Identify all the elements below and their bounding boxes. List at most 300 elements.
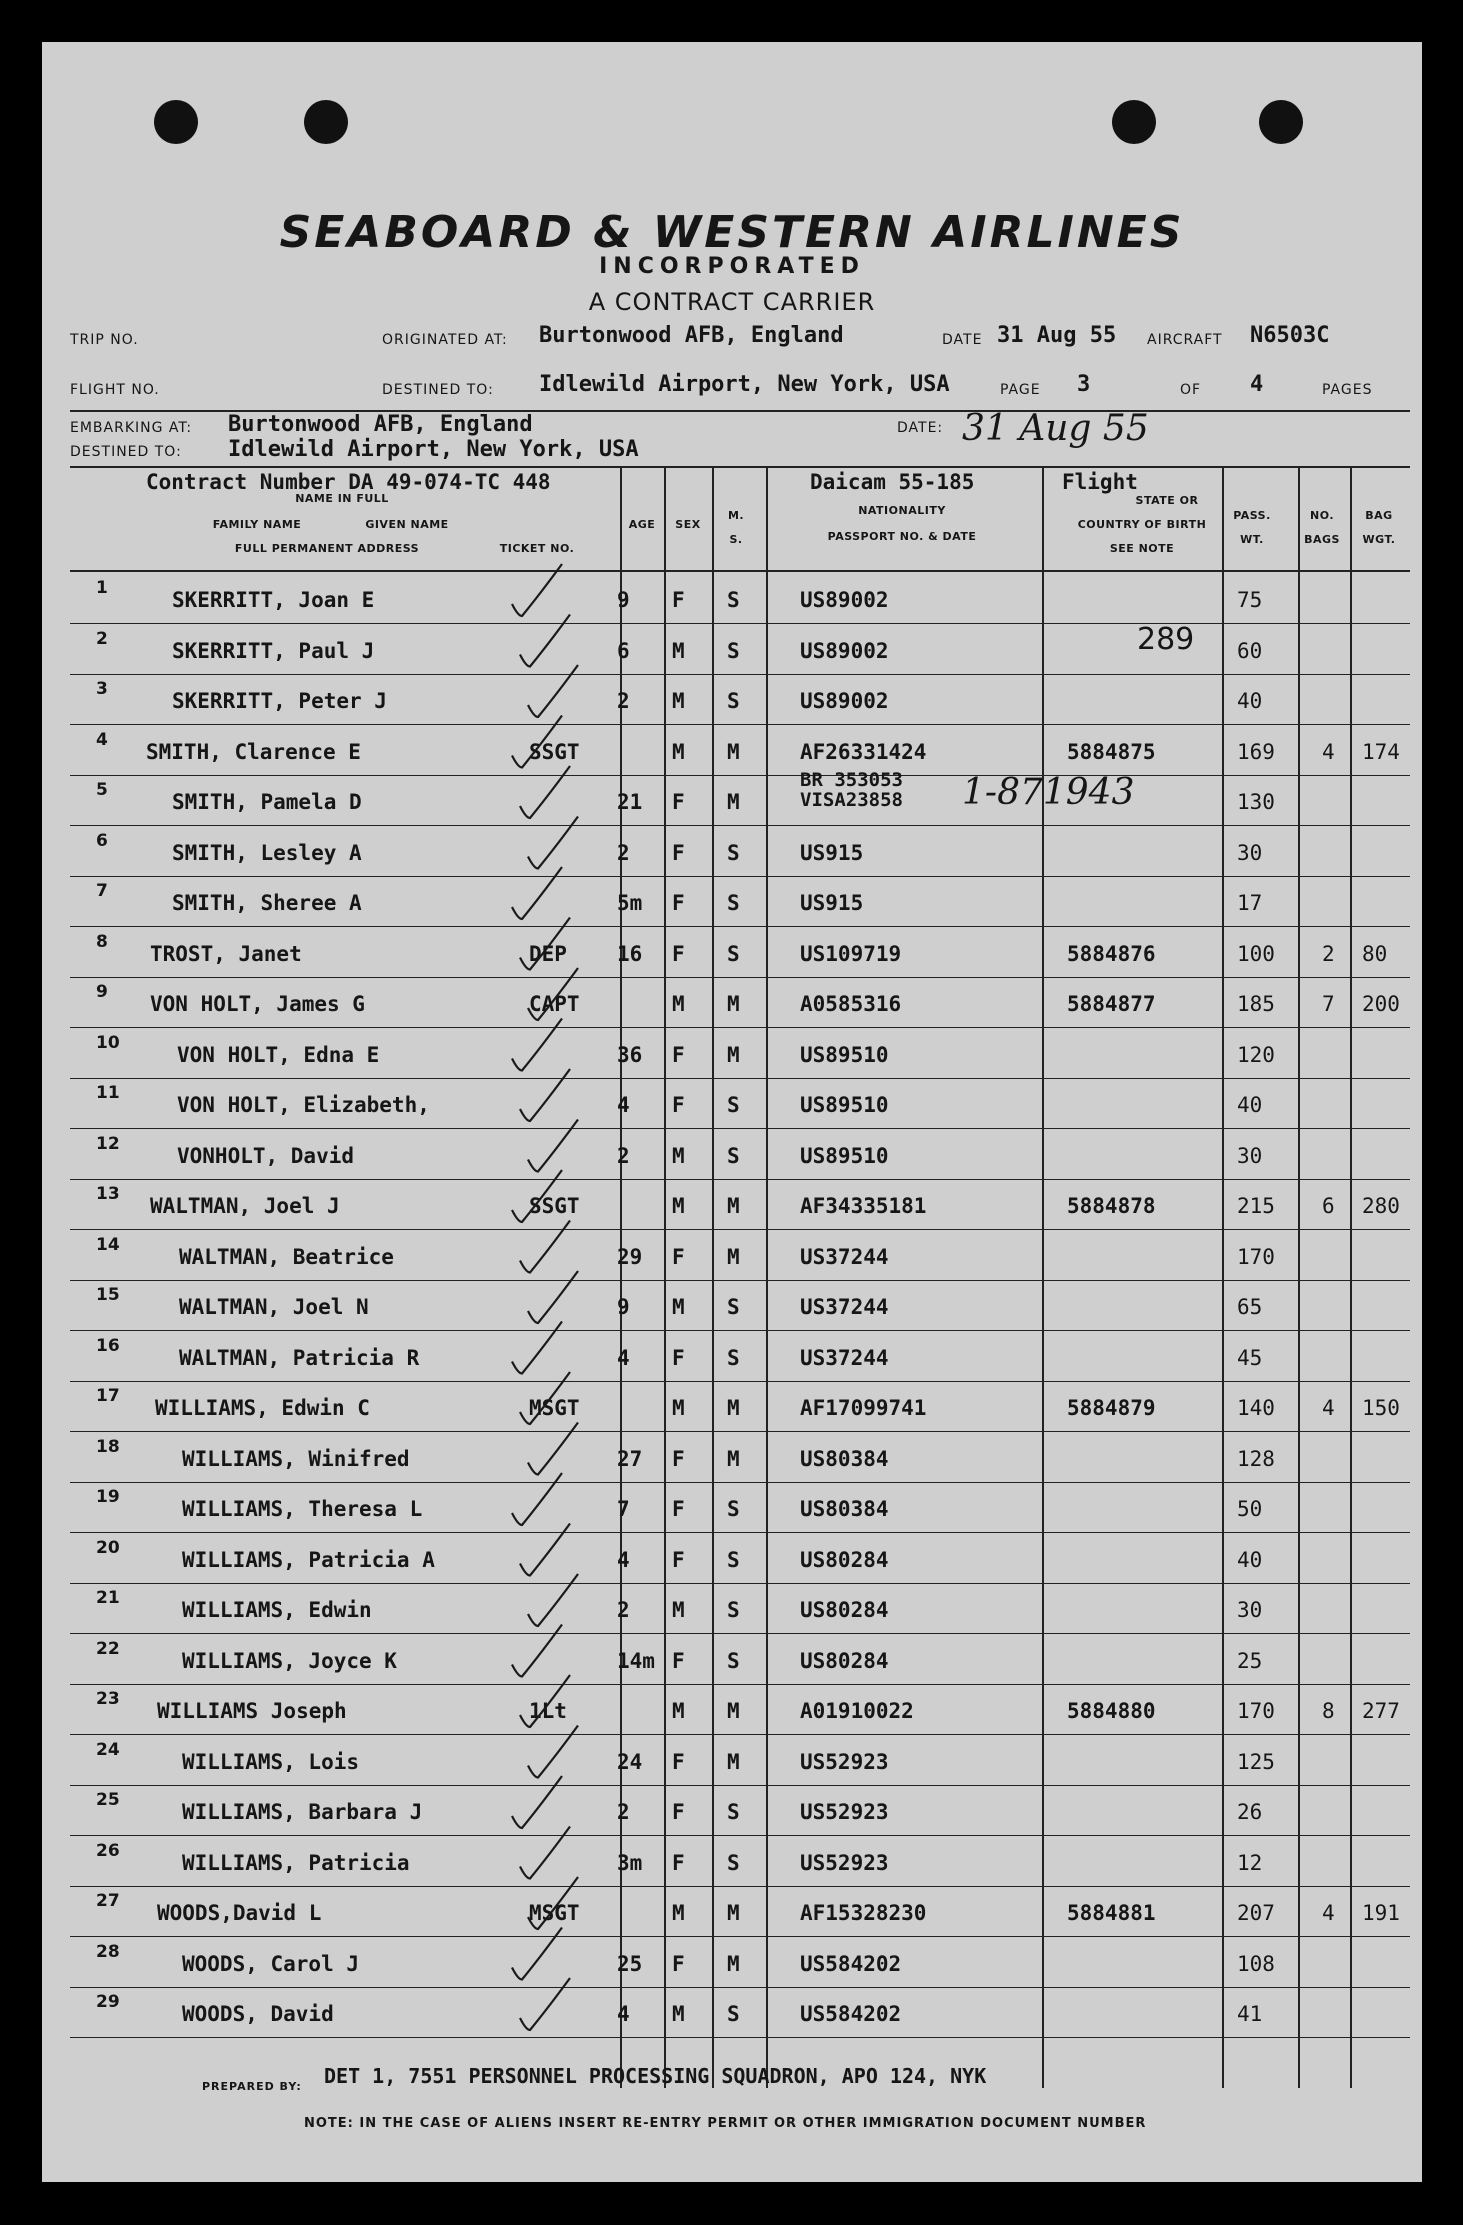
- row-number: 27: [96, 1891, 120, 1911]
- passport-number: US584202: [800, 1951, 902, 1976]
- hdr-ticket-no: TICKET NO.: [499, 542, 575, 555]
- passenger-name: WALTMAN, Joel J: [150, 1194, 340, 1218]
- handwritten-checkmarks: [42, 42, 1422, 2182]
- passport-number: AF17099741: [800, 1396, 927, 1420]
- passenger-age: 29: [617, 1244, 643, 1269]
- row-number: 12: [96, 1133, 120, 1154]
- prepared-by-label: PREPARED BY:: [202, 2080, 302, 2093]
- passenger-name: VON HOLT, Elizabeth,: [177, 1093, 430, 1117]
- country-birth-number: 5884878: [1067, 1194, 1156, 1218]
- handwritten-289: 289: [1137, 622, 1195, 657]
- passenger-weight: 140: [1237, 1396, 1275, 1420]
- passenger-weight: 207: [1237, 1901, 1275, 1925]
- marital-status: S: [727, 840, 740, 865]
- passport-number: US52923: [800, 1800, 889, 1824]
- marital-status: S: [727, 1295, 740, 1319]
- passport-number: US80384: [800, 1446, 889, 1471]
- row-number: 20: [96, 1537, 120, 1558]
- marital-status: S: [727, 1093, 740, 1117]
- of-value: 4: [1250, 372, 1264, 397]
- aircraft-value: N6503C: [1250, 323, 1330, 348]
- country-birth-number: 5884877: [1067, 992, 1156, 1016]
- row-number: 21: [96, 1588, 120, 1608]
- passenger-sex: F: [672, 1446, 685, 1471]
- passenger-name: WOODS, David: [182, 2002, 334, 2026]
- bag-count: 8: [1322, 1699, 1335, 1723]
- page-label: PAGE: [1000, 382, 1041, 398]
- passenger-name: WILLIAMS, Patricia A: [182, 1547, 435, 1572]
- passport-number: AF26331424: [800, 739, 927, 764]
- passenger-sex: F: [672, 1244, 685, 1269]
- passport-number: US915: [800, 840, 864, 865]
- aircraft-label: AIRCRAFT: [1147, 332, 1223, 348]
- passenger-name: SKERRITT, Paul J: [172, 638, 375, 663]
- checkmark-icon: [520, 1827, 570, 1879]
- passenger-weight: 30: [1237, 1598, 1263, 1622]
- passenger-age: 4: [617, 2002, 630, 2026]
- passport-number: US89002: [800, 638, 889, 663]
- daicam-number: Daicam 55-185: [810, 470, 975, 494]
- passenger-name: SMITH, Clarence E: [146, 739, 361, 764]
- passenger-sex: F: [672, 1345, 685, 1370]
- row-number: 8: [96, 931, 108, 952]
- row-number: 4: [96, 729, 108, 750]
- checkmark-icon: [512, 1776, 562, 1828]
- passport-number: US80284: [800, 1547, 889, 1572]
- ticket-rank: DEP: [529, 941, 567, 966]
- passenger-sex: F: [672, 1547, 685, 1572]
- passport-number: US80384: [800, 1497, 889, 1521]
- bag-weight: 191: [1362, 1901, 1400, 1925]
- checkmark-icon: [528, 1574, 578, 1626]
- row-number: 28: [96, 1941, 120, 1962]
- manifest-sheet: [42, 42, 1422, 2182]
- prepared-by-value: DET 1, 7551 PERSONNEL PROCESSING SQUADRON, APO 124, NYK: [324, 2064, 987, 2088]
- destined-value: Idlewild Airport, New York, USA: [539, 372, 950, 397]
- passenger-name: SMITH, Pamela D: [172, 790, 362, 814]
- passport-number: US80284: [800, 1648, 889, 1673]
- passenger-sex: F: [672, 1497, 685, 1521]
- passport-number: A01910022: [800, 1699, 914, 1723]
- bag-weight: 80: [1362, 941, 1388, 966]
- hdr-name-in-full: NAME IN FULL: [295, 492, 389, 505]
- passenger-name: WILLIAMS, Joyce K: [182, 1648, 397, 1673]
- passenger-name: WILLIAMS, Barbara J: [182, 1800, 423, 1824]
- passenger-age: 14m: [617, 1648, 655, 1673]
- checkmark-icon: [528, 1271, 578, 1323]
- passport-number: US52923: [800, 1749, 889, 1774]
- checkmark-icon: [528, 968, 578, 1020]
- passenger-age: 36: [617, 1042, 643, 1067]
- passenger-sex: F: [672, 1648, 685, 1673]
- hdr-ms: M. S.: [727, 509, 745, 546]
- passenger-sex: M: [672, 2002, 685, 2026]
- row-number: 9: [96, 982, 108, 1002]
- checkmark-icon: [520, 1069, 570, 1121]
- hdr-given-name: GIVEN NAME: [365, 518, 449, 531]
- passenger-name: VON HOLT, Edna E: [177, 1042, 380, 1067]
- visa-number: VISA23858: [800, 789, 903, 811]
- passenger-weight: 41: [1237, 2002, 1263, 2026]
- ticket-rank: CAPT: [529, 992, 580, 1016]
- passenger-name: WALTMAN, Patricia R: [179, 1345, 420, 1370]
- marital-status: S: [727, 1547, 740, 1572]
- embark-destined-label: DESTINED TO:: [70, 444, 182, 460]
- embarking-value: Burtonwood AFB, England: [228, 412, 533, 437]
- bag-weight: 200: [1362, 992, 1400, 1016]
- row-number: 22: [96, 1638, 120, 1659]
- marital-status: M: [727, 1446, 740, 1471]
- row-number: 16: [96, 1335, 120, 1356]
- passenger-sex: F: [672, 1749, 685, 1774]
- row-number: 7: [96, 881, 108, 901]
- passenger-sex: M: [672, 1699, 685, 1723]
- passenger-age: 16: [617, 941, 643, 966]
- row-number: 3: [96, 679, 108, 699]
- marital-status: S: [727, 638, 740, 663]
- passport-number: US52923: [800, 1850, 889, 1875]
- ticket-rank: SSGT: [529, 1194, 580, 1218]
- passenger-sex: F: [672, 790, 685, 814]
- passenger-age: 25: [617, 1951, 643, 1976]
- passport-number: US109719: [800, 941, 902, 966]
- row-number: 25: [96, 1790, 120, 1810]
- passport-number: US80284: [800, 1598, 889, 1622]
- passenger-sex: F: [672, 1850, 685, 1875]
- passenger-name: WOODS, Carol J: [182, 1951, 360, 1976]
- passenger-age: 3m: [617, 1850, 643, 1875]
- carrier-label: A CONTRACT CARRIER: [588, 288, 876, 316]
- country-birth-number: 5884879: [1067, 1396, 1156, 1420]
- bag-weight: 150: [1362, 1396, 1400, 1420]
- passenger-weight: 215: [1237, 1194, 1275, 1218]
- passenger-name: SMITH, Sheree A: [172, 891, 362, 915]
- passport-number: US37244: [800, 1244, 889, 1269]
- passport-number: US89510: [800, 1143, 889, 1168]
- embarking-label: EMBARKING AT:: [70, 420, 193, 436]
- passenger-name: WILLIAMS, Edwin: [182, 1598, 372, 1622]
- passport-number: AF34335181: [800, 1194, 927, 1218]
- passenger-name: VON HOLT, James G: [150, 992, 365, 1016]
- marital-status: S: [727, 588, 740, 612]
- marital-status: S: [727, 1345, 740, 1370]
- bag-count: 6: [1322, 1194, 1335, 1218]
- passenger-sex: F: [672, 840, 685, 865]
- embark-date-label: DATE:: [897, 420, 944, 436]
- passport-number: US584202: [800, 2002, 902, 2026]
- bag-weight: 174: [1362, 739, 1400, 764]
- marital-status: S: [727, 1800, 740, 1824]
- checkmark-icon: [512, 1322, 562, 1374]
- flight-handwritten-label: Flight: [1062, 470, 1138, 494]
- hdr-full-address: FULL PERMANENT ADDRESS: [234, 542, 420, 555]
- marital-status: S: [727, 2002, 740, 2026]
- passenger-age: 6: [617, 638, 630, 663]
- row-number: 17: [96, 1386, 120, 1406]
- marital-status: M: [727, 1042, 740, 1067]
- passenger-age: 2: [617, 1800, 630, 1824]
- checkmark-icon: [512, 1625, 562, 1677]
- row-number: 6: [96, 830, 108, 851]
- country-birth-number: 5884875: [1067, 739, 1156, 764]
- passenger-sex: M: [672, 1598, 685, 1622]
- passenger-weight: 128: [1237, 1446, 1275, 1471]
- passenger-weight: 25: [1237, 1648, 1263, 1673]
- passenger-weight: 12: [1237, 1850, 1263, 1875]
- passenger-name: WILLIAMS, Theresa L: [182, 1497, 423, 1521]
- checkmark-icon: [512, 867, 562, 919]
- passport-number: US89510: [800, 1042, 889, 1067]
- passport-number: AF15328230: [800, 1901, 927, 1925]
- country-birth-number: 5884880: [1067, 1699, 1156, 1723]
- passenger-sex: F: [672, 1042, 685, 1067]
- passenger-age: 27: [617, 1446, 643, 1471]
- checkmark-icon: [528, 1877, 578, 1929]
- row-number: 5: [96, 780, 108, 800]
- marital-status: S: [727, 941, 740, 966]
- passenger-weight: 26: [1237, 1800, 1263, 1824]
- hdr-sex: SEX: [675, 518, 701, 531]
- passenger-weight: 185: [1237, 992, 1275, 1016]
- passenger-sex: M: [672, 1194, 685, 1218]
- row-number: 1: [96, 578, 108, 598]
- passenger-weight: 75: [1237, 588, 1263, 612]
- passport-number: US89510: [800, 1093, 889, 1117]
- checkmark-icon: [520, 1372, 570, 1424]
- marital-status: S: [727, 891, 740, 915]
- passenger-sex: F: [672, 1093, 685, 1117]
- bag-weight: 277: [1362, 1699, 1400, 1723]
- marital-status: M: [727, 1194, 740, 1218]
- passenger-age: 4: [617, 1093, 630, 1117]
- passenger-name: WALTMAN, Joel N: [179, 1295, 369, 1319]
- row-number: 24: [96, 1739, 120, 1760]
- ticket-rank: SSGT: [529, 739, 580, 764]
- checkmark-icon: [528, 817, 578, 869]
- pages-label: PAGES: [1322, 382, 1373, 398]
- passenger-sex: M: [672, 1295, 685, 1319]
- passenger-name: SKERRITT, Joan E: [172, 588, 375, 612]
- passenger-sex: F: [672, 588, 685, 612]
- passenger-sex: F: [672, 891, 685, 915]
- checkmark-icon: [520, 615, 570, 667]
- passenger-name: TROST, Janet: [150, 941, 302, 966]
- marital-status: M: [727, 1396, 740, 1420]
- passenger-age: 2: [617, 1598, 630, 1622]
- marital-status: S: [727, 689, 740, 713]
- checkmark-icon: [512, 1019, 562, 1071]
- passenger-age: 2: [617, 689, 630, 713]
- passenger-name: WILLIAMS, Edwin C: [155, 1396, 370, 1420]
- checkmark-icon: [528, 665, 578, 717]
- passenger-age: 21: [617, 790, 643, 814]
- passenger-name: SKERRITT, Peter J: [172, 689, 387, 713]
- checkmark-icon: [528, 1423, 578, 1475]
- passenger-weight: 170: [1237, 1244, 1275, 1269]
- passenger-weight: 100: [1237, 941, 1275, 966]
- passenger-sex: M: [672, 739, 685, 764]
- bag-count: 2: [1322, 941, 1335, 966]
- row-number: 10: [96, 1032, 120, 1053]
- hdr-state-or: STATE OR: [1135, 494, 1199, 507]
- row-number: 2: [96, 628, 108, 649]
- passenger-weight: 40: [1237, 1093, 1263, 1117]
- checkmark-icon: [512, 1928, 562, 1980]
- flight-no-label: FLIGHT NO.: [70, 382, 160, 398]
- passenger-sex: F: [672, 1951, 685, 1976]
- checkmark-icon: [512, 1473, 562, 1525]
- passenger-name: WILLIAMS Joseph: [157, 1699, 347, 1723]
- passenger-weight: 65: [1237, 1295, 1263, 1319]
- passenger-age: 7: [617, 1497, 630, 1521]
- passenger-age: 5m: [617, 891, 643, 915]
- checkmark-icon: [520, 766, 570, 818]
- passenger-weight: 30: [1237, 1143, 1263, 1168]
- passenger-name: SMITH, Lesley A: [172, 840, 362, 865]
- embark-destined-value: Idlewild Airport, New York, USA: [228, 437, 639, 462]
- passenger-weight: 108: [1237, 1951, 1275, 1976]
- originated-label: ORIGINATED AT:: [382, 332, 508, 348]
- checkmark-icon: [512, 564, 562, 616]
- immigration-note: NOTE: IN THE CASE OF ALIENS INSERT RE-ENTRY PERMIT OR OTHER IMMIGRATION DOCUMENT NUMBER: [304, 2116, 1147, 2131]
- passenger-sex: M: [672, 1396, 685, 1420]
- passenger-name: WALTMAN, Beatrice: [179, 1244, 394, 1269]
- bag-weight: 280: [1362, 1194, 1400, 1218]
- passenger-weight: 169: [1237, 739, 1275, 764]
- hdr-pass-wt: PASS. WT.: [1233, 509, 1271, 546]
- passport-number: US37244: [800, 1295, 889, 1319]
- bag-count: 4: [1322, 1396, 1335, 1420]
- passenger-sex: M: [672, 1901, 685, 1925]
- hdr-bag-wgt: BAG WGT.: [1362, 509, 1396, 546]
- passenger-weight: 45: [1237, 1345, 1263, 1370]
- bag-count: 7: [1322, 992, 1335, 1016]
- country-birth-number: 5884881: [1067, 1901, 1156, 1925]
- passenger-weight: 50: [1237, 1497, 1263, 1521]
- marital-status: M: [727, 1244, 740, 1269]
- passenger-weight: 17: [1237, 891, 1263, 915]
- passenger-weight: 40: [1237, 1547, 1263, 1572]
- marital-status: S: [727, 1648, 740, 1673]
- checkmark-icon: [520, 1221, 570, 1273]
- passenger-name: WILLIAMS, Patricia: [182, 1850, 410, 1875]
- page-value: 3: [1077, 372, 1091, 397]
- passenger-age: 24: [617, 1749, 643, 1774]
- passenger-weight: 125: [1237, 1749, 1275, 1774]
- bag-count: 4: [1322, 739, 1335, 764]
- passport-number: US89002: [800, 588, 889, 612]
- passport-number: US915: [800, 891, 864, 915]
- row-number: 15: [96, 1285, 120, 1305]
- checkmark-icon: [528, 1726, 578, 1778]
- row-number: 14: [96, 1234, 120, 1255]
- passport-number: US37244: [800, 1345, 889, 1370]
- hdr-age: AGE: [628, 518, 656, 531]
- ticket-rank: MSGT: [529, 1901, 580, 1925]
- row-number: 19: [96, 1487, 120, 1507]
- hdr-nationality: NATIONALITY: [858, 504, 946, 517]
- originated-value: Burtonwood AFB, England: [539, 323, 844, 348]
- row-number: 18: [96, 1436, 120, 1457]
- row-number: 23: [96, 1689, 120, 1709]
- destined-label: DESTINED TO:: [382, 382, 494, 398]
- embark-date-handwritten: 31 Aug 55: [962, 408, 1149, 449]
- passenger-weight: 170: [1237, 1699, 1275, 1723]
- passenger-sex: M: [672, 689, 685, 713]
- passenger-sex: F: [672, 1800, 685, 1824]
- checkmark-icon: [520, 1978, 570, 2030]
- passenger-weight: 30: [1237, 840, 1263, 865]
- marital-status: M: [727, 1951, 740, 1976]
- passenger-sex: M: [672, 992, 685, 1016]
- marital-status: M: [727, 1901, 740, 1925]
- airline-name: SEABOARD & WESTERN AIRLINES: [279, 207, 1185, 258]
- marital-status: M: [727, 790, 740, 814]
- contract-number: Contract Number DA 49-074-TC 448: [146, 470, 551, 494]
- incorporated-label: INCORPORATED: [599, 254, 865, 279]
- marital-status: S: [727, 1497, 740, 1521]
- checkmark-icon: [512, 1170, 562, 1222]
- date-label: DATE: [942, 332, 983, 348]
- passenger-sex: M: [672, 1143, 685, 1168]
- marital-status: M: [727, 1749, 740, 1774]
- ticket-rank: MSGT: [529, 1396, 580, 1420]
- date-value: 31 Aug 55: [997, 323, 1117, 348]
- checkmark-icon: [520, 1675, 570, 1727]
- passenger-name: VONHOLT, David: [177, 1143, 355, 1168]
- checkmark-icon: [512, 716, 562, 768]
- checkmark-icon: [520, 1524, 570, 1576]
- passenger-name: WOODS,David L: [157, 1901, 322, 1925]
- marital-status: M: [727, 739, 740, 764]
- marital-status: M: [727, 1699, 740, 1723]
- marital-status: S: [727, 1598, 740, 1622]
- passport-number: A0585316: [800, 992, 902, 1016]
- passenger-age: 2: [617, 840, 630, 865]
- hdr-see-note: SEE NOTE: [1109, 542, 1175, 555]
- marital-status: S: [727, 1850, 740, 1875]
- passenger-weight: 60: [1237, 638, 1263, 663]
- hdr-family-name: FAMILY NAME: [212, 518, 302, 531]
- row-number: 26: [96, 1840, 120, 1861]
- passenger-sex: F: [672, 941, 685, 966]
- hdr-no-bags: NO. BAGS: [1304, 509, 1340, 546]
- passenger-age: 4: [617, 1345, 630, 1370]
- passenger-weight: 40: [1237, 689, 1263, 713]
- passenger-age: 9: [617, 588, 630, 612]
- hdr-country-birth: COUNTRY OF BIRTH: [1077, 518, 1207, 531]
- ticket-rank: 1Lt: [529, 1699, 567, 1723]
- passenger-age: 9: [617, 1295, 630, 1319]
- row-number: 11: [96, 1083, 120, 1103]
- country-birth-number: 5884876: [1067, 941, 1156, 966]
- hdr-passport: PASSPORT NO. & DATE: [827, 530, 977, 543]
- passenger-name: WILLIAMS, Winifred: [182, 1446, 410, 1471]
- passenger-age: 4: [617, 1547, 630, 1572]
- passenger-weight: 120: [1237, 1042, 1275, 1067]
- marital-status: M: [727, 992, 740, 1016]
- of-label: OF: [1180, 382, 1202, 398]
- passenger-name: WILLIAMS, Lois: [182, 1749, 360, 1774]
- handwritten-row5-number: 1-871943: [962, 772, 1135, 813]
- checkmark-icon: [528, 1120, 578, 1172]
- passenger-sex: M: [672, 638, 685, 663]
- marital-status: S: [727, 1143, 740, 1168]
- passenger-age: 2: [617, 1143, 630, 1168]
- checkmark-icon: [520, 918, 570, 970]
- row-number: 13: [96, 1184, 120, 1204]
- row-number: 29: [96, 1992, 120, 2012]
